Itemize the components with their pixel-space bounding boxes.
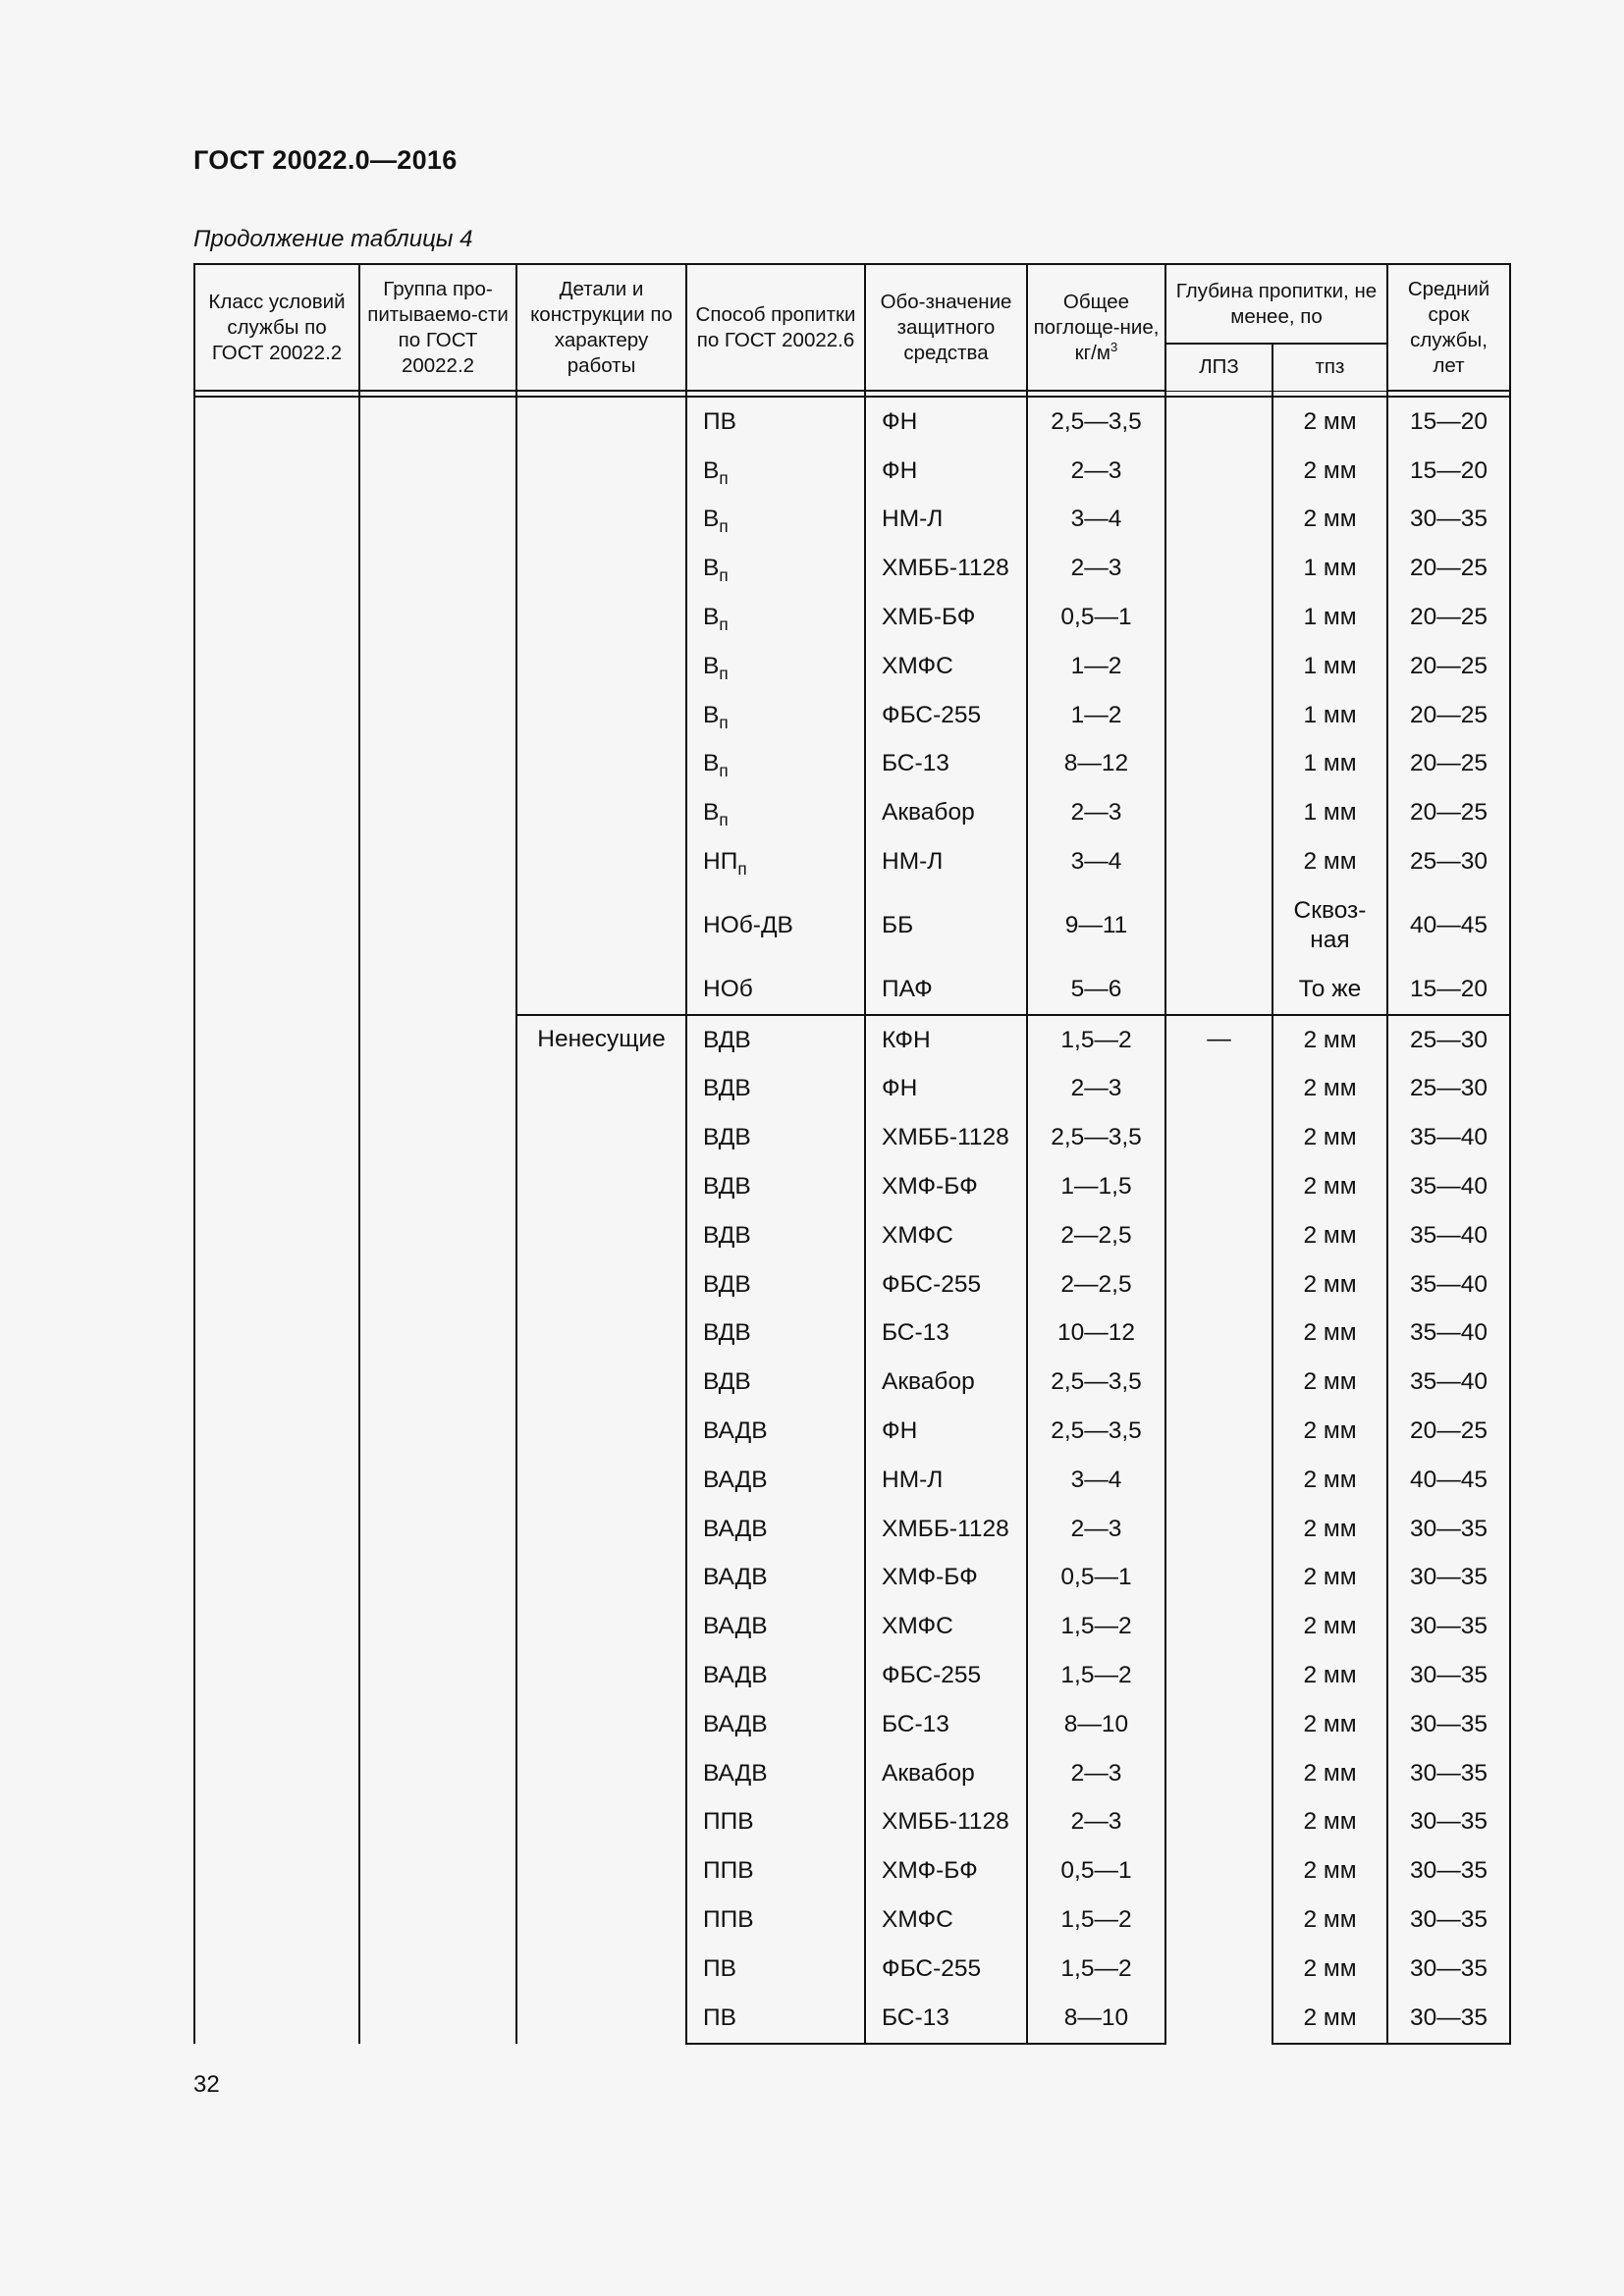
method-text: В bbox=[703, 652, 720, 679]
cell-method bbox=[686, 1260, 865, 1309]
cell-service-life: 25—30 bbox=[1387, 1065, 1510, 1114]
cell-depth-lpz bbox=[1165, 397, 1272, 1015]
cell-service-life: 20—25 bbox=[1387, 593, 1510, 642]
cell-depth-tpz: Сквоз-ная bbox=[1272, 886, 1387, 965]
cell-absorption: 1,5—2 bbox=[1027, 1602, 1165, 1651]
cell-agent: ХМББ-1128 bbox=[865, 1798, 1027, 1847]
cell-service-life: 30—35 bbox=[1387, 1602, 1510, 1651]
cell-method bbox=[686, 1896, 865, 1945]
method-subscript: п bbox=[719, 565, 729, 586]
impregnation-table bbox=[193, 263, 1511, 2045]
cell-method bbox=[686, 1015, 865, 1065]
method-subscript: п bbox=[719, 663, 729, 683]
cell-depth-tpz: 2 мм bbox=[1272, 447, 1387, 496]
cell-depth-tpz: 2 мм bbox=[1272, 496, 1387, 545]
cell-depth-tpz: 1 мм bbox=[1272, 642, 1387, 691]
cell-depth-tpz: 2 мм bbox=[1272, 1162, 1387, 1211]
cell-method bbox=[686, 1700, 865, 1749]
cell-agent: БС-13 bbox=[865, 1700, 1027, 1749]
method-text: ВАДВ bbox=[703, 1564, 768, 1591]
cell-absorption: 2—3 bbox=[1027, 788, 1165, 837]
cell-absorption: 2—3 bbox=[1027, 1505, 1165, 1554]
cell-method bbox=[686, 1994, 865, 2044]
cell-depth-tpz: 2 мм bbox=[1272, 1260, 1387, 1309]
method-text: В bbox=[703, 604, 720, 631]
cell-method bbox=[686, 496, 865, 545]
cell-absorption: 3—4 bbox=[1027, 837, 1165, 886]
cell-service-life: 15—20 bbox=[1387, 965, 1510, 1015]
cell-method bbox=[686, 691, 865, 740]
cell-depth-tpz: 2 мм bbox=[1272, 1554, 1387, 1603]
cell-absorption: 2—2,5 bbox=[1027, 1211, 1165, 1260]
cell-details bbox=[516, 397, 686, 1015]
cell-method bbox=[686, 447, 865, 496]
cell-method bbox=[686, 837, 865, 886]
table-header bbox=[194, 264, 1510, 391]
cell-service-life: 35—40 bbox=[1387, 1162, 1510, 1211]
cell-absorption: 1,5—2 bbox=[1027, 1896, 1165, 1945]
cell-absorption: 2,5—3,5 bbox=[1027, 1407, 1165, 1456]
cell-method bbox=[686, 397, 865, 447]
cell-impregnability-group bbox=[359, 397, 516, 2044]
method-text: ППВ bbox=[703, 1906, 754, 1933]
cell-absorption: 2,5—3,5 bbox=[1027, 397, 1165, 447]
cell-method bbox=[686, 1113, 865, 1162]
cell-depth-tpz: 2 мм bbox=[1272, 1798, 1387, 1847]
cell-depth-tpz: 2 мм bbox=[1272, 1113, 1387, 1162]
cell-method bbox=[686, 1651, 865, 1700]
method-subscript: п bbox=[719, 467, 729, 488]
cell-absorption: 5—6 bbox=[1027, 965, 1165, 1015]
cell-agent: ХМББ-1128 bbox=[865, 1113, 1027, 1162]
cell-service-life: 20—25 bbox=[1387, 740, 1510, 789]
cell-absorption: 8—10 bbox=[1027, 1700, 1165, 1749]
cell-agent: Аквабор bbox=[865, 1749, 1027, 1798]
cell-absorption: 8—12 bbox=[1027, 740, 1165, 789]
method-subscript: п bbox=[719, 516, 729, 537]
cell-service-life: 20—25 bbox=[1387, 642, 1510, 691]
cell-method bbox=[686, 1456, 865, 1505]
cell-agent: НМ-Л bbox=[865, 837, 1027, 886]
method-text: В bbox=[703, 701, 720, 728]
cell-absorption: 2,5—3,5 bbox=[1027, 1113, 1165, 1162]
cell-agent: ХМБ-БФ bbox=[865, 593, 1027, 642]
cell-agent: Аквабор bbox=[865, 788, 1027, 837]
method-text: ВАДВ bbox=[703, 1417, 768, 1445]
cell-service-life: 35—40 bbox=[1387, 1113, 1510, 1162]
cell-depth-lpz: — bbox=[1165, 1015, 1272, 2044]
cell-service-life: 30—35 bbox=[1387, 1651, 1510, 1700]
cell-method bbox=[686, 1309, 865, 1359]
method-text: ПВ bbox=[703, 2003, 736, 2031]
cell-method bbox=[686, 1065, 865, 1114]
header-service-class: Класс условий службы по ГОСТ 20022.2 bbox=[194, 264, 359, 391]
cell-agent: ХМББ-1128 bbox=[865, 544, 1027, 593]
table-row bbox=[194, 397, 1510, 447]
cell-absorption: 3—4 bbox=[1027, 496, 1165, 545]
method-text: ВДВ bbox=[703, 1319, 751, 1347]
cell-service-life: 15—20 bbox=[1387, 397, 1510, 447]
cell-service-life: 20—25 bbox=[1387, 691, 1510, 740]
header-agent: Обо-значение защитного средства bbox=[865, 264, 1027, 391]
cell-agent: Аквабор bbox=[865, 1358, 1027, 1407]
cell-method bbox=[686, 593, 865, 642]
cell-agent: ФН bbox=[865, 1407, 1027, 1456]
method-text: ВДВ bbox=[703, 1124, 751, 1151]
cell-absorption: 2—3 bbox=[1027, 1065, 1165, 1114]
header-service-life: Средний срок службы, лет bbox=[1387, 264, 1510, 391]
cell-absorption: 0,5—1 bbox=[1027, 1554, 1165, 1603]
cell-agent: ХМФ-БФ bbox=[865, 1162, 1027, 1211]
cell-depth-tpz: 2 мм bbox=[1272, 1896, 1387, 1945]
cell-method bbox=[686, 788, 865, 837]
cell-agent: ФБС-255 bbox=[865, 1651, 1027, 1700]
cell-service-life: 25—30 bbox=[1387, 1015, 1510, 1065]
method-text: В bbox=[703, 456, 720, 484]
header-depth-group: Глубина пропитки, не менее, по bbox=[1165, 264, 1387, 344]
cell-method bbox=[686, 1505, 865, 1554]
method-text: ППВ bbox=[703, 1857, 754, 1885]
document-header: ГОСТ 20022.0—2016 bbox=[193, 145, 458, 175]
method-text: ВАДВ bbox=[703, 1613, 768, 1640]
cell-agent: ХМФС bbox=[865, 1896, 1027, 1945]
cell-service-life: 30—35 bbox=[1387, 1945, 1510, 1994]
method-subscript: п bbox=[719, 810, 729, 830]
method-text: ВДВ bbox=[703, 1270, 751, 1298]
cell-service-life: 30—35 bbox=[1387, 496, 1510, 545]
cell-depth-tpz: 2 мм bbox=[1272, 1505, 1387, 1554]
method-text: ВАДВ bbox=[703, 1515, 768, 1542]
cell-service-class bbox=[194, 397, 359, 2044]
method-text: ВДВ bbox=[703, 1026, 751, 1053]
header-details: Детали и конструкции по характеру работы bbox=[516, 264, 686, 391]
cell-method bbox=[686, 1945, 865, 1994]
cell-service-life: 15—20 bbox=[1387, 447, 1510, 496]
header-absorption bbox=[1027, 264, 1165, 391]
cell-absorption: 1,5—2 bbox=[1027, 1015, 1165, 1065]
method-text: ВАДВ bbox=[703, 1710, 768, 1737]
cell-service-life: 30—35 bbox=[1387, 1749, 1510, 1798]
cell-method bbox=[686, 965, 865, 1015]
cell-absorption: 2—3 bbox=[1027, 447, 1165, 496]
cell-agent: НМ-Л bbox=[865, 496, 1027, 545]
cell-absorption: 0,5—1 bbox=[1027, 1846, 1165, 1896]
method-subscript: п bbox=[737, 859, 747, 880]
cell-service-life: 35—40 bbox=[1387, 1211, 1510, 1260]
cell-method bbox=[686, 1798, 865, 1847]
cell-depth-tpz: 2 мм bbox=[1272, 1602, 1387, 1651]
cell-service-life: 30—35 bbox=[1387, 1505, 1510, 1554]
cell-absorption: 2—2,5 bbox=[1027, 1260, 1165, 1309]
cell-depth-tpz: 1 мм bbox=[1272, 544, 1387, 593]
cell-depth-tpz: 2 мм bbox=[1272, 1945, 1387, 1994]
cell-agent: ХМФ-БФ bbox=[865, 1554, 1027, 1603]
method-text: ППВ bbox=[703, 1808, 754, 1836]
cell-depth-tpz: 2 мм bbox=[1272, 1456, 1387, 1505]
cell-method bbox=[686, 1162, 865, 1211]
cell-service-life: 30—35 bbox=[1387, 1700, 1510, 1749]
header-depth-lpz: ЛПЗ bbox=[1165, 344, 1272, 391]
cell-depth-tpz: 1 мм bbox=[1272, 788, 1387, 837]
cell-depth-tpz: 2 мм bbox=[1272, 1065, 1387, 1114]
cell-absorption: 10—12 bbox=[1027, 1309, 1165, 1359]
cell-depth-tpz: 2 мм bbox=[1272, 1015, 1387, 1065]
cell-agent: БС-13 bbox=[865, 1994, 1027, 2044]
cell-service-life: 20—25 bbox=[1387, 1407, 1510, 1456]
method-subscript: п bbox=[719, 761, 729, 781]
cell-agent: ХМФС bbox=[865, 1211, 1027, 1260]
method-text: ПВ bbox=[703, 407, 736, 435]
cell-service-life: 30—35 bbox=[1387, 1994, 1510, 2044]
cell-service-life: 30—35 bbox=[1387, 1798, 1510, 1847]
cell-absorption: 9—11 bbox=[1027, 886, 1165, 965]
header-depth-tpz: тпз bbox=[1272, 344, 1387, 391]
cell-service-life: 30—35 bbox=[1387, 1896, 1510, 1945]
cell-absorption: 3—4 bbox=[1027, 1456, 1165, 1505]
cell-depth-tpz: 2 мм bbox=[1272, 1651, 1387, 1700]
header-absorption-sup: 3 bbox=[1110, 339, 1118, 354]
cell-method bbox=[686, 1211, 865, 1260]
cell-depth-tpz: 2 мм bbox=[1272, 1358, 1387, 1407]
method-subscript: п bbox=[719, 712, 729, 732]
cell-service-life: 40—45 bbox=[1387, 1456, 1510, 1505]
cell-method bbox=[686, 1846, 865, 1896]
method-text: ВАДВ bbox=[703, 1466, 768, 1493]
cell-absorption: 2—3 bbox=[1027, 1749, 1165, 1798]
table-body bbox=[194, 391, 1510, 2044]
method-text: ПВ bbox=[703, 1954, 736, 1982]
cell-absorption: 1—1,5 bbox=[1027, 1162, 1165, 1211]
cell-agent: ФБС-255 bbox=[865, 1260, 1027, 1309]
cell-service-life: 30—35 bbox=[1387, 1554, 1510, 1603]
cell-service-life: 35—40 bbox=[1387, 1309, 1510, 1359]
method-text: В bbox=[703, 506, 720, 533]
cell-method bbox=[686, 642, 865, 691]
cell-absorption: 1—2 bbox=[1027, 691, 1165, 740]
cell-service-life: 25—30 bbox=[1387, 837, 1510, 886]
method-text: В bbox=[703, 555, 720, 582]
cell-absorption: 0,5—1 bbox=[1027, 593, 1165, 642]
cell-absorption: 2,5—3,5 bbox=[1027, 1358, 1165, 1407]
method-text: НОб-ДВ bbox=[703, 911, 793, 938]
method-text: ВАДВ bbox=[703, 1662, 768, 1689]
cell-agent: ХМФ-БФ bbox=[865, 1846, 1027, 1896]
method-text: НОб bbox=[703, 975, 753, 1002]
cell-service-life: 40—45 bbox=[1387, 886, 1510, 965]
cell-agent: ФН bbox=[865, 447, 1027, 496]
table-caption: Продолжение таблицы 4 bbox=[193, 226, 473, 252]
cell-depth-tpz: 2 мм bbox=[1272, 1994, 1387, 2044]
cell-depth-tpz: 2 мм bbox=[1272, 1211, 1387, 1260]
header-absorption-text: Общее поглоще-ние, кг/м bbox=[1033, 290, 1160, 364]
cell-method bbox=[686, 740, 865, 789]
cell-depth-tpz: 2 мм bbox=[1272, 1700, 1387, 1749]
cell-absorption: 2—3 bbox=[1027, 1798, 1165, 1847]
cell-depth-tpz: 2 мм bbox=[1272, 1846, 1387, 1896]
cell-agent: ФБС-255 bbox=[865, 691, 1027, 740]
page-number: 32 bbox=[193, 2071, 220, 2098]
cell-absorption: 2—3 bbox=[1027, 544, 1165, 593]
method-text: ВДВ bbox=[703, 1368, 751, 1396]
cell-agent: ПАФ bbox=[865, 965, 1027, 1015]
method-text: В bbox=[703, 799, 720, 827]
cell-agent: ФН bbox=[865, 397, 1027, 447]
cell-depth-tpz: 2 мм bbox=[1272, 1407, 1387, 1456]
cell-agent: ФБС-255 bbox=[865, 1945, 1027, 1994]
cell-agent: ХМББ-1128 bbox=[865, 1505, 1027, 1554]
method-text: ВДВ bbox=[703, 1075, 751, 1102]
cell-service-life: 20—25 bbox=[1387, 544, 1510, 593]
cell-depth-tpz: 1 мм bbox=[1272, 691, 1387, 740]
cell-agent: КФН bbox=[865, 1015, 1027, 1065]
method-text: В bbox=[703, 750, 720, 777]
method-text: НП bbox=[703, 848, 738, 876]
cell-absorption: 1,5—2 bbox=[1027, 1651, 1165, 1700]
method-text: ВДВ bbox=[703, 1173, 751, 1201]
cell-details: Ненесущие bbox=[516, 1015, 686, 2044]
cell-depth-tpz: 1 мм bbox=[1272, 740, 1387, 789]
cell-method bbox=[686, 1554, 865, 1603]
cell-agent: ХМФС bbox=[865, 1602, 1027, 1651]
cell-method bbox=[686, 886, 865, 965]
cell-method bbox=[686, 1749, 865, 1798]
cell-depth-tpz: 2 мм bbox=[1272, 1309, 1387, 1359]
cell-depth-tpz: То же bbox=[1272, 965, 1387, 1015]
cell-depth-tpz: 2 мм bbox=[1272, 837, 1387, 886]
cell-absorption: 8—10 bbox=[1027, 1994, 1165, 2044]
cell-service-life: 20—25 bbox=[1387, 788, 1510, 837]
cell-absorption: 1,5—2 bbox=[1027, 1945, 1165, 1994]
cell-agent: БС-13 bbox=[865, 1309, 1027, 1359]
cell-method bbox=[686, 1358, 865, 1407]
cell-absorption: 1—2 bbox=[1027, 642, 1165, 691]
cell-service-life: 35—40 bbox=[1387, 1260, 1510, 1309]
cell-method bbox=[686, 1602, 865, 1651]
header-method: Способ пропитки по ГОСТ 20022.6 bbox=[686, 264, 865, 391]
header-impregnability-group: Группа про-питываемо-сти по ГОСТ 20022.2 bbox=[359, 264, 516, 391]
method-text: ВАДВ bbox=[703, 1759, 768, 1787]
cell-depth-tpz: 2 мм bbox=[1272, 1749, 1387, 1798]
cell-method bbox=[686, 1407, 865, 1456]
cell-service-life: 35—40 bbox=[1387, 1358, 1510, 1407]
cell-agent: БС-13 bbox=[865, 740, 1027, 789]
method-subscript: п bbox=[719, 614, 729, 635]
cell-agent: ББ bbox=[865, 886, 1027, 965]
cell-agent: НМ-Л bbox=[865, 1456, 1027, 1505]
cell-method bbox=[686, 544, 865, 593]
cell-service-life: 30—35 bbox=[1387, 1846, 1510, 1896]
cell-depth-tpz: 2 мм bbox=[1272, 397, 1387, 447]
cell-depth-tpz: 1 мм bbox=[1272, 593, 1387, 642]
cell-agent: ФН bbox=[865, 1065, 1027, 1114]
cell-agent: ХМФС bbox=[865, 642, 1027, 691]
method-text: ВДВ bbox=[703, 1221, 751, 1249]
